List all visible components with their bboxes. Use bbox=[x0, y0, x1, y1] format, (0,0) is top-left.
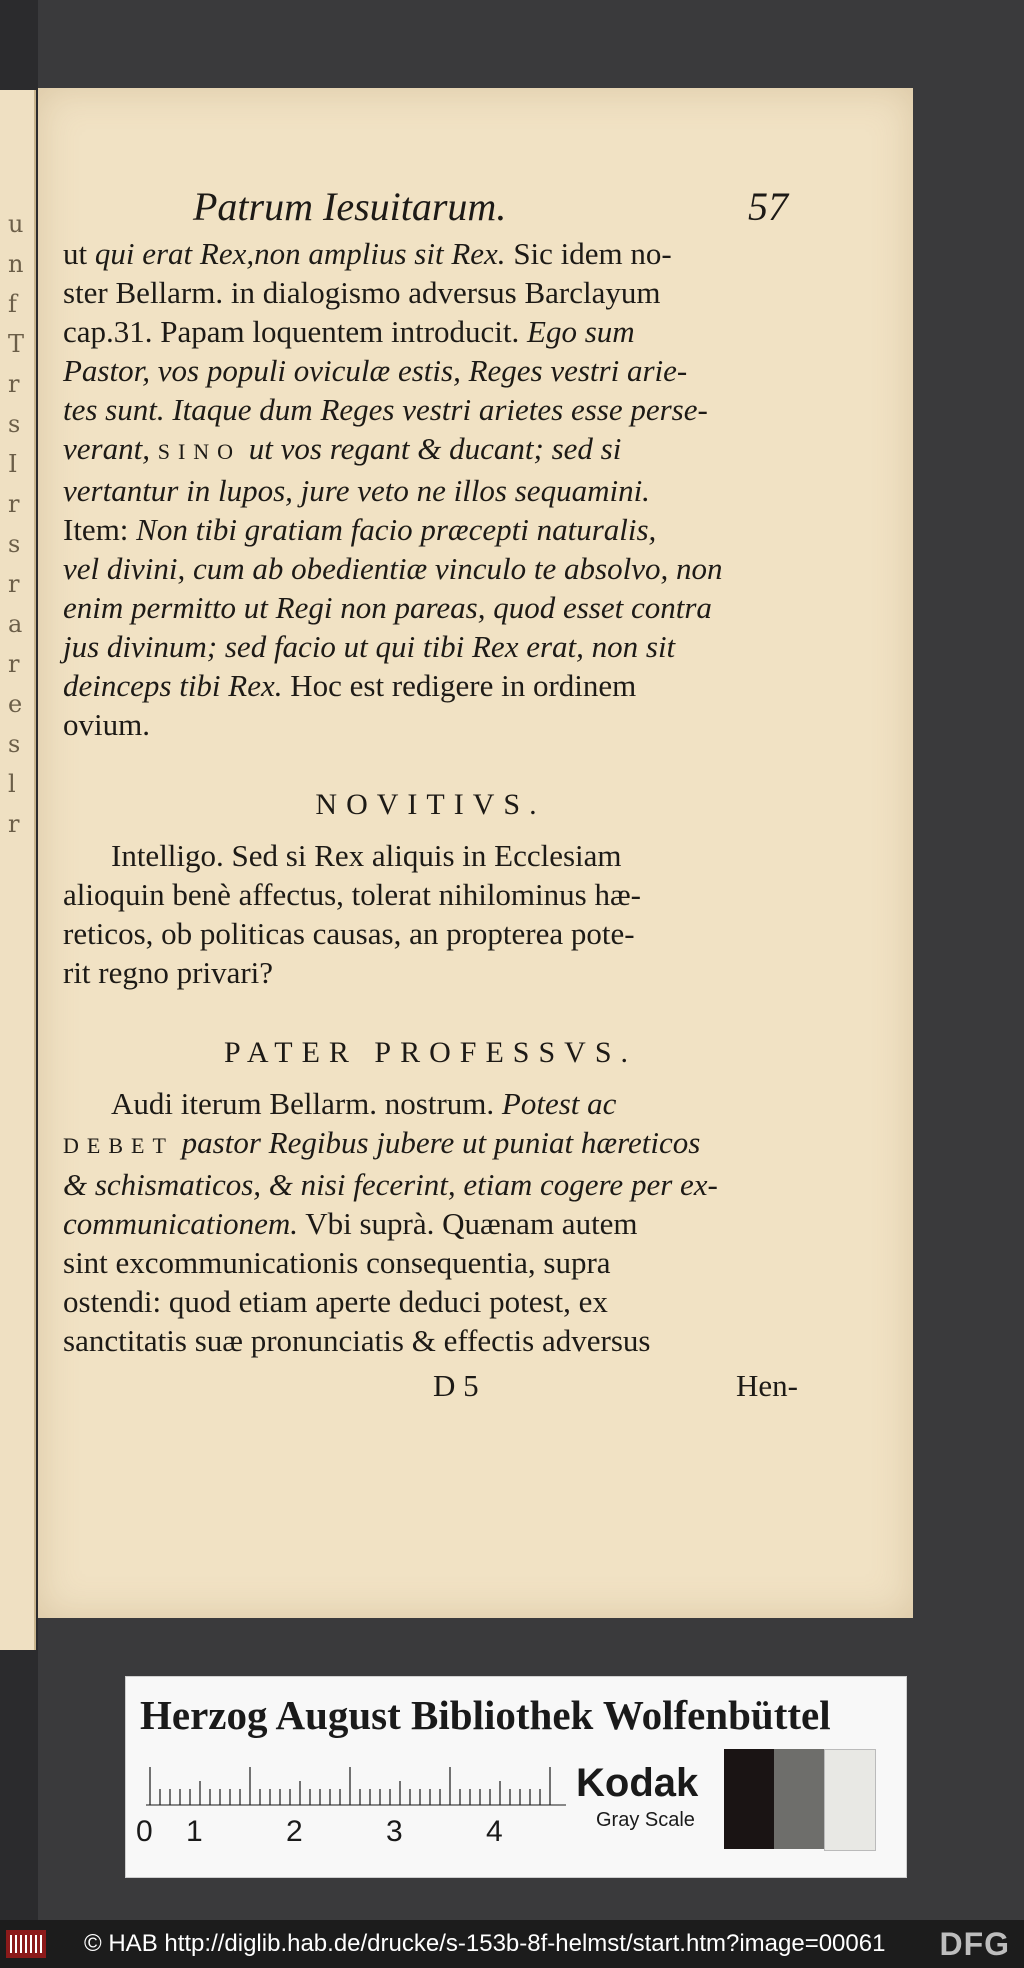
ruler-scale bbox=[146, 1765, 566, 1815]
text-segment: ster Bellarm. in dialogismo adversus Barclayum bbox=[63, 275, 661, 310]
page-text bbox=[63, 183, 798, 1412]
previous-page-glyph: e bbox=[8, 690, 23, 718]
paragraph-3 bbox=[63, 1084, 798, 1360]
running-head-title: Patrum Iesuitarum. bbox=[193, 184, 507, 229]
ruler-number: 4 bbox=[486, 1815, 503, 1848]
text-segment: verant, bbox=[63, 431, 158, 466]
text-segment: Potest ac bbox=[501, 1086, 617, 1121]
text-segment: ostendi: quod etiam aperte deduci potest, ex bbox=[63, 1284, 608, 1319]
previous-page-glyph: a bbox=[8, 610, 23, 638]
text-line bbox=[63, 1321, 798, 1360]
text-segment: pastor Regibus jubere ut puniat hæreticos bbox=[173, 1125, 701, 1160]
catchword: Hen- bbox=[736, 1368, 798, 1403]
text-line bbox=[63, 390, 798, 429]
text-line bbox=[63, 914, 798, 953]
text-segment: tes sunt. Itaque dum Reges vestri arietes esse perse- bbox=[63, 392, 708, 427]
heading-novitius: NOVITIVS. bbox=[315, 788, 546, 821]
previous-page-glyph: n bbox=[8, 250, 24, 278]
text-line bbox=[63, 705, 798, 744]
running-head bbox=[193, 183, 798, 230]
footer-url: © HAB http://diglib.hab.de/drucke/s-153b-8f-helmst/start.htm?image=00061 bbox=[84, 1930, 886, 1957]
paragraph-1 bbox=[63, 234, 798, 744]
text-segment: Ego sum bbox=[527, 314, 635, 349]
text-segment: communicationem. bbox=[63, 1206, 299, 1241]
text-segment: Pastor, vos populi oviculæ estis, Reges vestri arie- bbox=[63, 353, 688, 388]
text-line bbox=[63, 666, 798, 705]
color-calibration-card bbox=[125, 1676, 907, 1878]
text-segment: rit regno privari? bbox=[63, 955, 274, 990]
text-line bbox=[63, 471, 798, 510]
hab-logo-icon bbox=[6, 1930, 46, 1958]
previous-page-glyph: s bbox=[8, 410, 21, 438]
text-line bbox=[63, 627, 798, 666]
footer-bar bbox=[0, 1920, 1024, 1968]
previous-page-glyph: u bbox=[8, 210, 24, 238]
text-segment: Item: bbox=[63, 512, 137, 547]
text-line bbox=[63, 836, 798, 875]
text-segment: qui erat Rex,non amplius sit Rex. bbox=[94, 236, 506, 271]
text-line bbox=[63, 510, 798, 549]
text-segment: vel divini, cum ab obedientiæ vinculo te absolvo, non bbox=[63, 551, 723, 586]
dfg-logo: DFG bbox=[939, 1926, 1010, 1962]
text-segment: Hoc est redigere in ordinem bbox=[282, 668, 637, 703]
kodak-logo: Kodak bbox=[576, 1761, 699, 1805]
text-segment: Audi iterum Bellarm. nostrum. bbox=[111, 1086, 502, 1121]
text-segment: jus divinum; sed facio ut qui tibi Rex erat, non sit bbox=[63, 629, 676, 664]
text-segment: Sic idem no- bbox=[505, 236, 672, 271]
text-line bbox=[63, 875, 798, 914]
text-line bbox=[63, 953, 798, 992]
previous-page-glyph: s bbox=[8, 730, 21, 758]
text-line bbox=[63, 1084, 798, 1123]
previous-page-edge bbox=[0, 90, 36, 1650]
text-line bbox=[63, 588, 798, 627]
text-segment: reticos, ob politicas causas, an propterea pote- bbox=[63, 916, 635, 951]
previous-page-glyph: I bbox=[8, 450, 18, 478]
text-segment: & schismaticos, & nisi fecerint, etiam cogere per ex- bbox=[63, 1167, 718, 1202]
ruler-number: 3 bbox=[386, 1815, 403, 1848]
previous-page-glyph: r bbox=[8, 810, 20, 838]
text-segment: vertantur in lupos, jure veto ne illos sequamini. bbox=[63, 473, 650, 508]
text-segment: DEBET bbox=[63, 1133, 174, 1158]
text-line bbox=[63, 1282, 798, 1321]
text-segment: cap.31. Papam loquentem introducit. bbox=[63, 314, 528, 349]
previous-page-glyph: r bbox=[8, 370, 20, 398]
text-line bbox=[63, 273, 798, 312]
ruler-number: 2 bbox=[286, 1815, 303, 1848]
page-number: 57 bbox=[748, 184, 788, 229]
text-line bbox=[63, 351, 798, 390]
ruler-number: 1 bbox=[186, 1815, 203, 1848]
page-footer-line bbox=[63, 1368, 798, 1412]
text-segment: ut bbox=[63, 236, 95, 271]
text-segment: Non tibi gratiam facio præcepti naturalis, bbox=[136, 512, 657, 547]
heading-pater-professus: PATER PROFESSVS. bbox=[223, 1036, 638, 1069]
gray-patch-mid bbox=[774, 1749, 824, 1849]
book-page bbox=[38, 88, 913, 1618]
text-segment: Vbi suprà. Quænam autem bbox=[298, 1206, 638, 1241]
text-segment: deinceps tibi Rex. bbox=[63, 668, 283, 703]
text-segment: ut vos regant & ducant; sed si bbox=[241, 431, 622, 466]
text-line bbox=[63, 429, 798, 471]
text-line bbox=[63, 549, 798, 588]
text-segment: SINO bbox=[157, 439, 242, 464]
text-segment: sanctitatis suæ pronunciatis & effectis adversus bbox=[63, 1323, 651, 1358]
text-line bbox=[63, 1165, 798, 1204]
ruler-number: 0 bbox=[136, 1815, 153, 1848]
text-segment: enim permitto ut Regi non pareas, quod esset contra bbox=[63, 590, 712, 625]
text-line bbox=[63, 312, 798, 351]
previous-page-glyph: l bbox=[8, 770, 16, 798]
text-line bbox=[63, 1123, 798, 1165]
previous-page-glyph: T bbox=[8, 330, 25, 358]
gray-patch-dark bbox=[724, 1749, 774, 1849]
text-segment: sint excommunicationis consequentia, supra bbox=[63, 1245, 611, 1280]
text-segment: alioquin benè affectus, tolerat nihilominus hæ- bbox=[63, 877, 641, 912]
paragraph-2 bbox=[63, 836, 798, 992]
text-line bbox=[63, 234, 798, 273]
text-line bbox=[63, 1243, 798, 1282]
previous-page-glyph: r bbox=[8, 490, 20, 518]
gray-patch-light bbox=[824, 1749, 876, 1851]
text-segment: ovium. bbox=[63, 707, 150, 742]
card-title: Herzog August Bibliothek Wolfenbüttel bbox=[140, 1692, 831, 1738]
text-line bbox=[63, 1204, 798, 1243]
gray-scale-label: Gray Scale bbox=[596, 1809, 695, 1831]
previous-page-glyph: r bbox=[8, 650, 20, 678]
previous-page-glyph: f bbox=[8, 290, 17, 318]
previous-page-glyph: s bbox=[8, 530, 21, 558]
text-segment: Intelligo. Sed si Rex aliquis in Ecclesiam bbox=[111, 838, 622, 873]
signature-mark: D 5 bbox=[433, 1368, 479, 1403]
previous-page-glyph: r bbox=[8, 570, 20, 598]
